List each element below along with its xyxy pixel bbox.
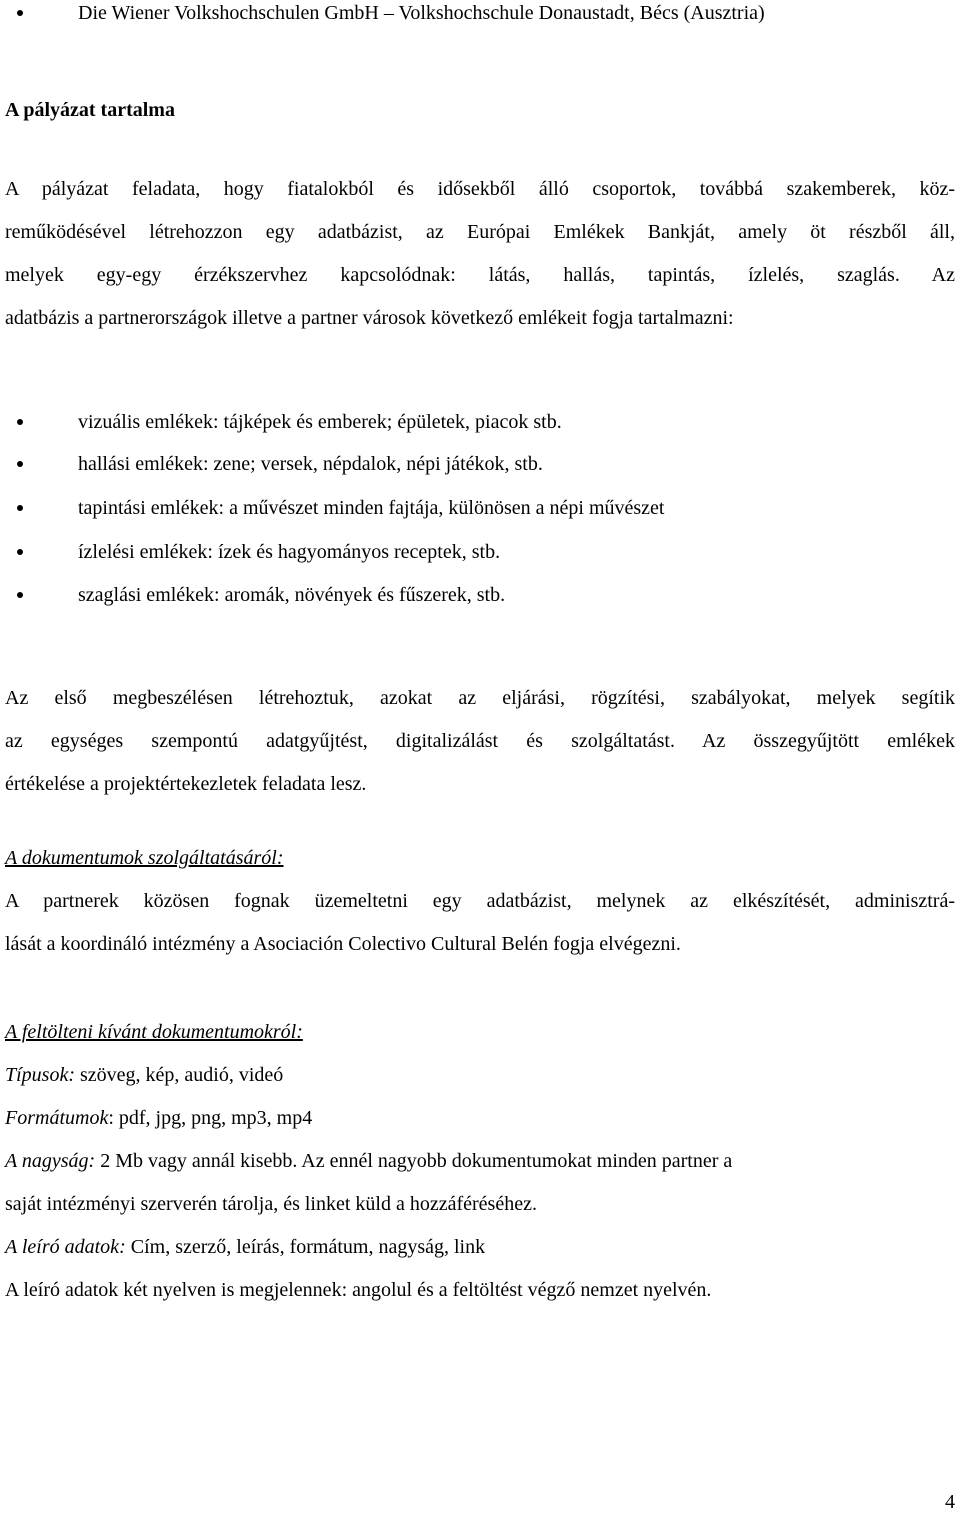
bullet-icon — [17, 505, 23, 511]
bullet-icon — [17, 461, 23, 467]
list-item: szaglási emlékek: aromák, növények és fűszerek, stb. — [78, 584, 506, 606]
list-item: hallási emlékek: zene; versek, népdalok, népi játékok, stb. — [78, 453, 543, 475]
partner-item: Die Wiener Volkshochschulen GmbH – Volkshochschule Donaustadt, Bécs (Ausztria) — [78, 2, 765, 24]
list-item: ízlelési emlékek: ízek és hagyományos receptek, stb. — [78, 541, 501, 563]
lang-line: A leíró adatok két nyelven is megjelennek: angolul és a feltöltést végző nemzet nyelvén. — [5, 1279, 712, 1301]
para1-line: reműködésével létrehozzon egy adatbázist, az Európai Emlékek Bankját, amely öt részből áll, — [5, 221, 955, 243]
size-value: 2 Mb vagy annál kisebb. Az ennél nagyobb dokumentumokat minden partner a — [95, 1150, 733, 1172]
section-heading: A pályázat tartalma — [5, 99, 175, 121]
para1-line: adatbázis a partnerországok illetve a partner városok következő emlékeit fogja tartalmazni: — [5, 307, 734, 329]
para1-line: A pályázat feladata, hogy fiatalokból és idősekből álló csoportok, továbbá szakemberek, köz- — [5, 178, 955, 200]
types-value: szöveg, kép, audió, videó — [75, 1064, 284, 1086]
formats-label: Formátumok — [5, 1107, 109, 1129]
list-item: vizuális emlékek: tájképek és emberek; épületek, piacok stb. — [78, 411, 562, 433]
para2-line: értékelése a projektértekezletek feladata lesz. — [5, 773, 367, 795]
service-line: A partnerek közösen fognak üzemeltetni egy adatbázist, melynek az elkészítését, adminisztrá- — [5, 890, 955, 912]
bullet-icon — [17, 419, 23, 425]
bullet-icon — [17, 549, 23, 555]
para2-line: az egységes szempontú adatgyűjtést, digitalizálást és szolgáltatást. Az összegyűjtött emlékek — [5, 730, 955, 752]
formats-line — [5, 1105, 312, 1131]
page-number: 4 — [945, 1491, 955, 1513]
upload-heading: A feltölteni kívánt dokumentumokról: — [5, 1021, 303, 1043]
service-heading: A dokumentumok szolgáltatásáról: — [5, 847, 284, 869]
size-cont-line: saját intézményi szerverén tárolja, és linket küld a hozzáféréséhez. — [5, 1193, 537, 1215]
meta-line — [5, 1234, 485, 1260]
size-label: A nagyság: — [5, 1150, 96, 1172]
meta-label: A leíró adatok: — [5, 1236, 126, 1258]
bullet-icon — [17, 592, 23, 598]
meta-value: Cím, szerző, leírás, formátum, nagyság, link — [125, 1236, 486, 1258]
types-line — [5, 1062, 283, 1088]
bullet-icon — [17, 10, 23, 16]
types-label: Típusok: — [5, 1064, 75, 1086]
para2-line: Az első megbeszélésen létrehoztuk, azokat az eljárási, rögzítési, szabályokat, melyek segítik — [5, 687, 955, 709]
formats-value: : pdf, jpg, png, mp3, mp4 — [108, 1107, 313, 1129]
list-item: tapintási emlékek: a művészet minden fajtája, különösen a népi művészet — [78, 497, 665, 519]
para1-line: melyek egy-egy érzékszervhez kapcsolódnak: látás, hallás, tapintás, ízlelés, szaglás. Az — [5, 264, 955, 286]
service-line: lását a koordináló intézmény a Asociación Colectivo Cultural Belén fogja elvégezni. — [5, 933, 681, 955]
size-line — [5, 1148, 732, 1174]
